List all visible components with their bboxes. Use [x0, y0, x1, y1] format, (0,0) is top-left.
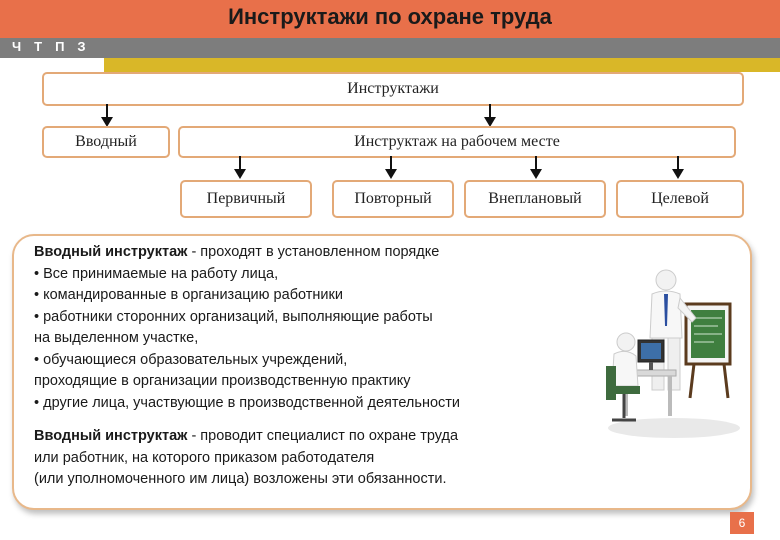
arrow-down-icon: [483, 104, 497, 128]
grey-brand-bar: [0, 38, 780, 58]
list-item: проходящие в организации производственную практику: [34, 373, 411, 389]
unscheduled-label: Внеплановый: [488, 190, 582, 207]
logo-letters: ЧТПЗ: [12, 39, 99, 54]
arrow-down-icon: [384, 156, 398, 180]
root-label: Инструктажи: [347, 80, 439, 97]
list-item: • командированные в организацию работники: [34, 287, 343, 303]
header-bar: [0, 0, 780, 38]
targeted-label: Целевой: [651, 190, 709, 207]
targeted-box: [616, 180, 744, 218]
page-title: Инструктажи по охране труда: [228, 4, 552, 29]
list-item: • Все принимаемые на работу лица,: [34, 265, 279, 282]
intro-definition: [34, 242, 614, 264]
list-item: • работники сторонних организаций, выполняющие работы: [34, 308, 433, 325]
intro-term: Вводный инструктаж: [34, 244, 188, 260]
list-item: на выделенном участке,: [34, 330, 199, 346]
repeat-box: [332, 180, 454, 218]
primary-box: [180, 180, 312, 218]
conductor-term: Вводный инструктаж: [34, 428, 188, 444]
list-item: или работник, на которого приказом работодателя: [34, 449, 375, 466]
arrow-down-icon: [233, 156, 247, 180]
page-number: 6: [730, 512, 754, 534]
arrow-down-icon: [671, 156, 685, 180]
arrow-down-icon: [100, 104, 114, 128]
training-illustration-icon: [604, 268, 744, 440]
intro-label: Вводный: [75, 133, 137, 150]
workplace-label: Инструктаж на рабочем месте: [354, 133, 560, 150]
yellow-accent-bar: [104, 58, 780, 72]
list-item: • другие лица, участвующие в производственной деятельности: [34, 394, 461, 411]
conductor-definition: [34, 426, 614, 448]
unscheduled-box: [464, 180, 606, 218]
panel-text: [34, 242, 614, 491]
list-item: (или уполномоченного им лица) возложены эти обязанности.: [34, 471, 447, 487]
workplace-box: [178, 126, 736, 158]
root-box: [42, 72, 744, 106]
arrow-down-icon: [529, 156, 543, 180]
intro-rest: - проходят в установленном порядке: [187, 244, 440, 260]
list-item: • обучающиеся образовательных учреждений,: [34, 351, 348, 368]
conductor-rest: - проводит специалист по охране труда: [187, 428, 459, 444]
intro-box: [42, 126, 170, 158]
repeat-label: Повторный: [354, 190, 432, 207]
primary-label: Первичный: [206, 190, 286, 207]
